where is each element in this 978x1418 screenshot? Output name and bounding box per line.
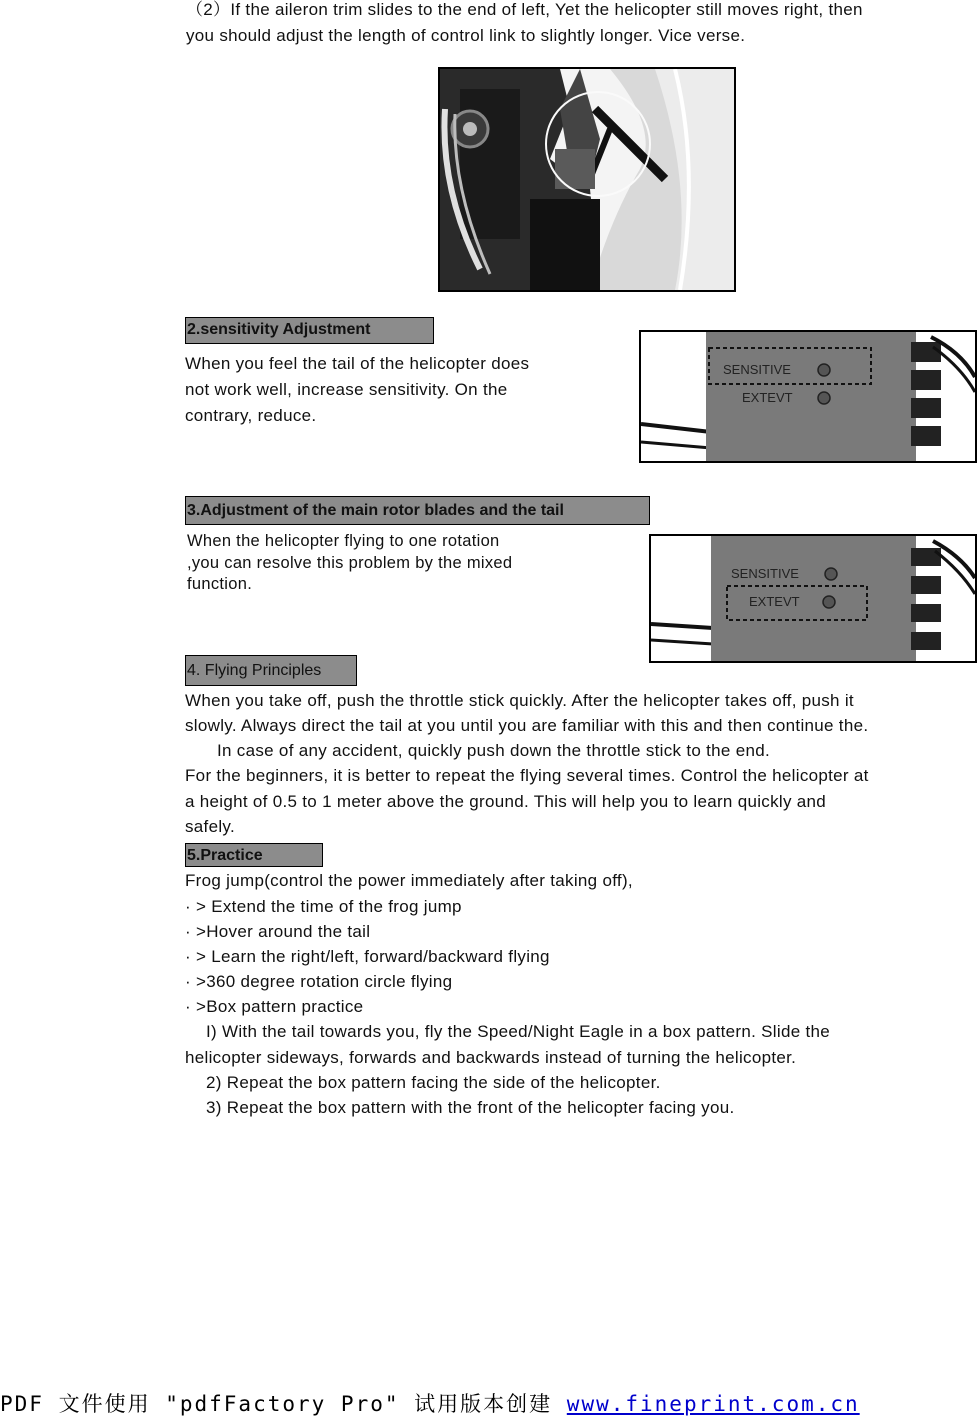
section-2-heading: 2.sensitivity Adjustment [185,317,434,344]
section-2-line-2: not work well, increase sensitivity. On the [185,380,508,399]
extevt-label: EXTEVT [749,594,800,609]
section-5-step-2: 2) Repeat the box pattern facing the side of the helicopter. [206,1073,661,1092]
sensitive-label: SENSITIVE [731,566,799,581]
section-3-line-2: ,you can resolve this problem by the mixed [187,554,513,572]
gyro-photo-sensitive [639,330,977,463]
watermark-text: PDF 文件使用 "pdfFactory Pro" 试用版本创建 [0,1392,567,1416]
section-4-line-2: slowly. Always direct the tail at you until you are familiar with this and then continue the. [185,716,869,735]
section-4-line-5: a height of 0.5 to 1 meter above the ground. This will help you to learn quickly and [185,792,827,811]
intro-line-1: （2）If the aileron trim slides to the end of left, Yet the helicopter still moves right, then [186,0,863,19]
section-5-bullet-5: · >Box pattern practice [185,997,364,1016]
section-3-line-1: When the helicopter flying to one rotation [187,532,500,550]
section-2-line-1: When you feel the tail of the helicopter does [185,354,530,373]
section-5-heading: 5.Practice [185,843,323,867]
section-5-step-1b: helicopter sideways, forwards and backwards instead of turning the helicopter. [185,1048,797,1067]
section-4-line-3: In case of any accident, quickly push down the throttle stick to the end. [217,741,770,760]
fineprint-link[interactable]: www.fineprint.com.cn [566,1392,860,1416]
section-3-line-3: function. [187,575,253,593]
intro-line-2: you should adjust the length of control link to slightly longer. Vice verse. [186,26,746,45]
section-5-bullet-3: · > Learn the right/left, forward/backward flying [185,947,550,966]
section-4-line-6: safely. [185,817,235,836]
helicopter-photo [438,67,736,292]
section-2-line-3: contrary, reduce. [185,406,317,425]
section-5-bullet-2: · >Hover around the tail [185,922,371,941]
gyro-photo-extevt [649,534,977,663]
section-5-line-1: Frog jump(control the power immediately after taking off), [185,871,633,890]
section-5-bullet-1: · > Extend the time of the frog jump [185,897,462,916]
section-4-line-4: For the beginners, it is better to repeat the flying several times. Control the helicopter at [185,766,869,785]
section-3-heading: 3.Adjustment of the main rotor blades and the tail [185,496,650,525]
sensitive-label: SENSITIVE [723,362,791,377]
section-5-bullet-4: · >360 degree rotation circle flying [185,972,453,991]
section-4-heading: 4. Flying Principles [185,655,357,686]
section-4-line-1: When you take off, push the throttle stick quickly. After the helicopter takes off, push it [185,691,854,710]
pdf-watermark [0,1388,860,1418]
section-5-step-1a: I) With the tail towards you, fly the Speed/Night Eagle in a box pattern. Slide the [206,1022,831,1041]
extevt-label: EXTEVT [742,390,793,405]
section-5-step-3: 3) Repeat the box pattern with the front of the helicopter facing you. [206,1098,735,1117]
